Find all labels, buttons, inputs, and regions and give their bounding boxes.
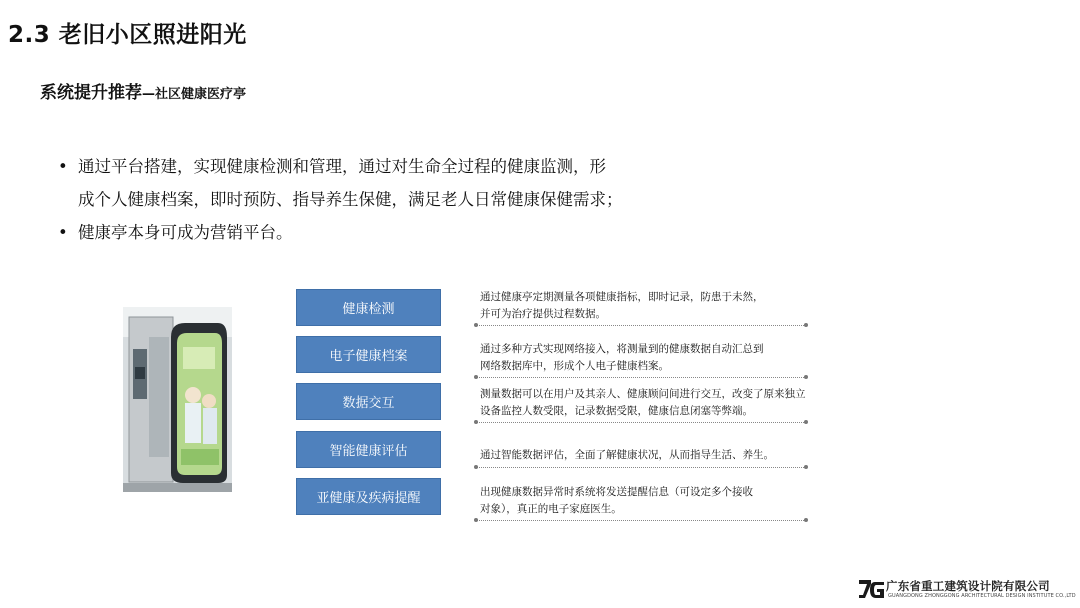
bullet-text-line: 通过平台搭建，实现健康检测和管理，通过对生命全过程的健康监测，形 <box>78 157 606 176</box>
feature-disease-alert-button: 亚健康及疾病提醒 <box>296 478 441 515</box>
feature-description <box>480 341 764 375</box>
company-name-en: GUANGDONG ZHONGGONG ARCHITECTURAL DESIGN INSTITUTE CO.,LTD <box>888 593 1076 599</box>
feature-description <box>480 289 764 323</box>
divider-line <box>476 467 806 468</box>
company-logo <box>858 578 1076 604</box>
company-name-cn: 广东省重工建筑设计院有限公司 <box>886 579 1050 593</box>
description-line: 网络数据库中，形成个人电子健康档案。 <box>480 360 669 372</box>
subtitle-main: 系统提升推荐 <box>40 83 142 103</box>
bullet-marker: • <box>58 223 68 242</box>
description-line: 对象），真正的电子家庭医生。 <box>480 503 622 515</box>
feature-e-health-record-button: 电子健康档案 <box>296 336 441 373</box>
description-line: 并可为治疗提供过程数据。 <box>480 308 606 320</box>
page-title: 2.3 老旧小区照进阳光 <box>8 22 247 48</box>
feature-health-check-button: 健康检测 <box>296 289 441 326</box>
bullet-item <box>58 216 623 249</box>
bullet-text-line: 成个人健康档案，即时预防、指导养生保健，满足老人日常健康保健需求； <box>78 190 623 209</box>
divider-line <box>476 520 806 521</box>
feature-description <box>480 484 753 518</box>
divider-line <box>476 377 806 378</box>
description-line: 出现健康数据异常时系统将发送提醒信息（可设定多个接收 <box>480 486 753 498</box>
bullet-list <box>58 150 623 249</box>
subtitle-sub: —社区健康医疗亭 <box>142 87 247 102</box>
description-line: 设备监控人数受限，记录数据受限，健康信息闭塞等弊端。 <box>480 405 753 417</box>
divider-line <box>476 422 806 423</box>
description-line: 测量数据可以在用户及其亲人、健康顾问间进行交互，改变了原来独立 <box>480 388 806 400</box>
bullet-text-line: 健康亭本身可成为营销平台。 <box>78 223 293 242</box>
description-line: 通过智能数据评估，全面了解健康状况，从而指导生活、养生。 <box>480 449 774 461</box>
health-kiosk-photo <box>123 307 232 492</box>
feature-description <box>480 386 806 420</box>
description-line: 通过健康亭定期测量各项健康指标，即时记录，防患于未然， <box>480 291 764 303</box>
company-logo-mark <box>858 578 886 602</box>
bullet-item <box>58 150 623 216</box>
divider-line <box>476 325 806 326</box>
feature-data-exchange-button: 数据交互 <box>296 383 441 420</box>
description-line: 通过多种方式实现网络接入，将测量到的健康数据自动汇总到 <box>480 343 764 355</box>
feature-smart-assessment-button: 智能健康评估 <box>296 431 441 468</box>
section-subtitle <box>40 78 246 103</box>
feature-description <box>480 447 774 464</box>
bullet-marker: • <box>58 157 68 176</box>
